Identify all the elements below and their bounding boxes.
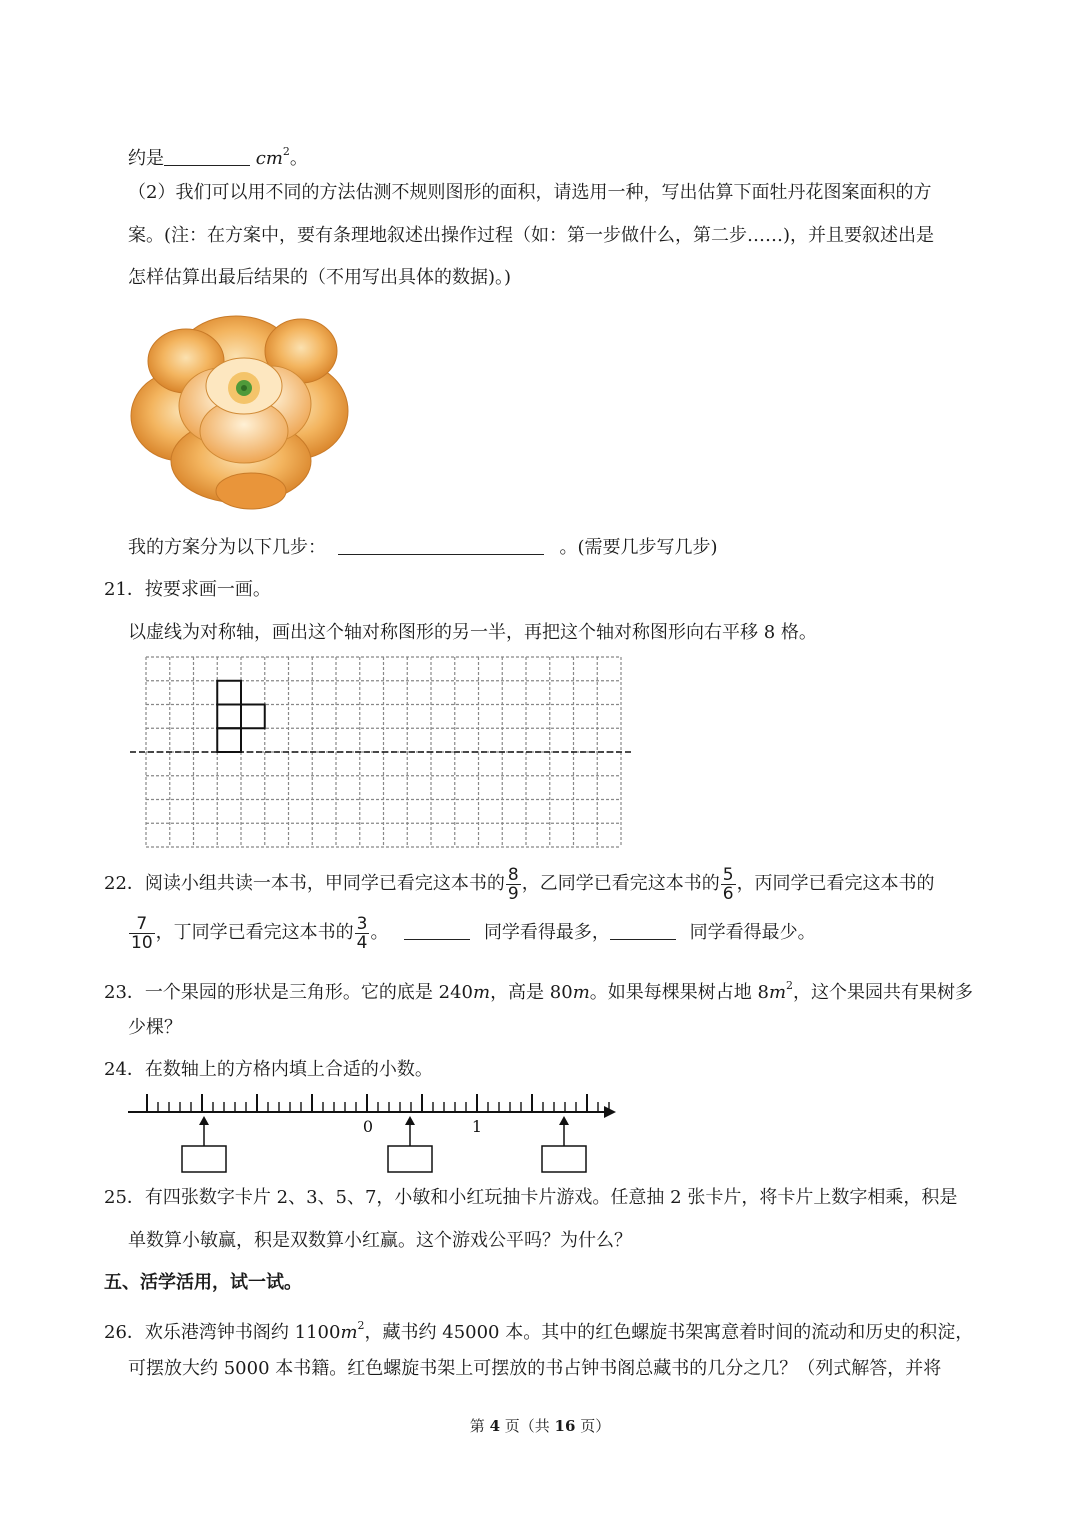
peony-flower-image	[126, 306, 354, 511]
q22-text1: 阅读小组共读一本书，甲同学已看完这本书的	[144, 873, 505, 894]
q22-fraction-jia	[506, 866, 521, 903]
answer-box	[542, 1146, 586, 1172]
q22-f1-num: 8	[507, 864, 519, 885]
q22-f4-den: 4	[356, 932, 368, 953]
q23-text-d: ，这个果园共有果树多	[793, 982, 974, 1003]
q23-unit-height: m	[572, 982, 590, 1003]
q22-f3-num: 7	[136, 913, 148, 934]
q20-plan-suffix: 。(需要几步写几步)	[559, 537, 718, 558]
q21-title: 按要求画一画。	[144, 579, 271, 600]
answer-arrow-head	[559, 1116, 569, 1125]
footer-page-number: 4	[489, 1417, 500, 1435]
q21-grid-drawing[interactable]	[128, 652, 636, 848]
q26-line2: 可摆放大约 5000 本书籍。红色螺旋书架上可摆放的书占钟书阁总藏书的几分之几？（列式解答，并将	[128, 1358, 942, 1379]
section5-title: 五、活学活用，试一试。	[104, 1272, 302, 1293]
shape-cell	[241, 705, 265, 729]
footer-middle: 页（共	[500, 1417, 555, 1435]
q22-line1	[104, 864, 935, 904]
q22-f2-num: 5	[722, 864, 734, 885]
q21-title-line	[104, 578, 271, 602]
shape-cell	[217, 728, 241, 752]
q22-fraction-ding	[355, 915, 370, 952]
q22-most-blank[interactable]	[404, 921, 470, 940]
q23-unit-area: m	[768, 982, 787, 1003]
q21-number: 21．	[104, 579, 145, 600]
footer-total-pages: 16	[554, 1417, 576, 1435]
q22-f4-num: 3	[356, 913, 368, 934]
q25-text-line1: 有四张数字卡片 2、3、5、7，小敏和小红玩抽卡片游戏。任意抽 2 张卡片，将卡片上数字相乘，积是	[144, 1187, 958, 1208]
axis-arrowhead	[604, 1106, 616, 1118]
q26-number: 26．	[104, 1322, 145, 1343]
q20-part2-line3: 怎样估算出最后结果的（不用写出具体的数据)。)	[128, 267, 512, 288]
q23-unit-area-exp: 2	[786, 979, 794, 992]
answer-box	[388, 1146, 432, 1172]
footer-suffix: 页）	[575, 1417, 611, 1435]
q23-number: 23．	[104, 982, 145, 1003]
q23-unit-base: m	[472, 982, 491, 1003]
q22-line2	[128, 913, 816, 953]
q23-text-c: 。如果每棵果树占地 8	[589, 982, 769, 1003]
q20-area-answer-line	[128, 140, 308, 171]
q22-text4: ，丁同学已看完这本书的	[155, 922, 354, 943]
q20-area-prefix: 约是	[128, 148, 164, 169]
answer-arrow-head	[405, 1116, 415, 1125]
page-footer	[0, 1415, 1080, 1436]
q20-plan-prefix: 我的方案分为以下几步：	[128, 537, 326, 558]
q26-text-a: 欢乐港湾钟书阁约 1100	[144, 1322, 341, 1343]
q22-fraction-bing	[129, 915, 155, 952]
q22-text6: 同学看得最多，	[483, 922, 610, 943]
q22-f1-den: 9	[507, 883, 519, 904]
q22-text3: ，丙同学已看完这本书的	[736, 873, 935, 894]
shape-cell	[217, 681, 241, 705]
q22-f3-den: 10	[131, 932, 153, 953]
q20-plan-blank[interactable]	[338, 536, 544, 555]
q23-text-b: ，高是 80	[490, 982, 573, 1003]
q26-unit: m	[340, 1322, 358, 1343]
q22-text7: 同学看得最少。	[689, 922, 816, 943]
flower-center	[228, 372, 260, 404]
q20-line-end: 。	[289, 148, 308, 169]
q20-plan-line	[128, 536, 718, 560]
footer-prefix: 第	[469, 1417, 490, 1435]
q22-number: 22．	[104, 873, 145, 894]
q22-fraction-yi	[721, 866, 736, 903]
q25-line1	[104, 1186, 957, 1210]
q24-title: 在数轴上的方格内填上合适的小数。	[144, 1059, 433, 1080]
answer-box	[182, 1146, 226, 1172]
q20-unit: cm	[255, 148, 283, 169]
q22-f2-den: 6	[722, 883, 734, 904]
q26-unit-exp: 2	[357, 1319, 365, 1332]
q23-line1	[104, 974, 973, 1005]
q20-area-blank[interactable]	[164, 147, 250, 166]
q24-title-line	[104, 1058, 433, 1082]
label-one: 1	[471, 1117, 483, 1136]
q25-line2: 单数算小敏赢，积是双数算小红赢。这个游戏公平吗？为什么？	[128, 1230, 632, 1251]
q23-line2: 少棵？	[128, 1017, 182, 1038]
q22-text2: ，乙同学已看完这本书的	[521, 873, 720, 894]
answer-arrow-head	[199, 1116, 209, 1125]
q24-number-line	[126, 1090, 620, 1176]
q26-text-b: ，藏书约 45000 本。其中的红色螺旋书架寓意着时间的流动和历史的积淀，	[364, 1322, 974, 1343]
q20-part2-line2: 案。(注：在方案中，要有条理地叙述出操作过程（如：第一步做什么，第二步……)，并且要叙述出是	[128, 225, 935, 246]
q24-number: 24．	[104, 1059, 145, 1080]
q26-line1	[104, 1314, 973, 1345]
shape-cell	[217, 705, 241, 729]
q20-part2-line1: （2）我们可以用不同的方法估测不规则图形的面积，请选用一种，写出估算下面牡丹花图案面积的方	[128, 182, 932, 203]
q23-text-a: 一个果园的形状是三角形。它的底是 240	[144, 982, 473, 1003]
q21-instruction: 以虚线为对称轴，画出这个轴对称图形的另一半，再把这个轴对称图形向右平移 8 格。	[128, 622, 817, 643]
q22-least-blank[interactable]	[610, 921, 676, 940]
q25-number: 25．	[104, 1187, 145, 1208]
label-zero: 0	[362, 1117, 374, 1136]
q20-unit-exp: 2	[282, 145, 290, 158]
q22-text5: 。	[370, 922, 389, 943]
